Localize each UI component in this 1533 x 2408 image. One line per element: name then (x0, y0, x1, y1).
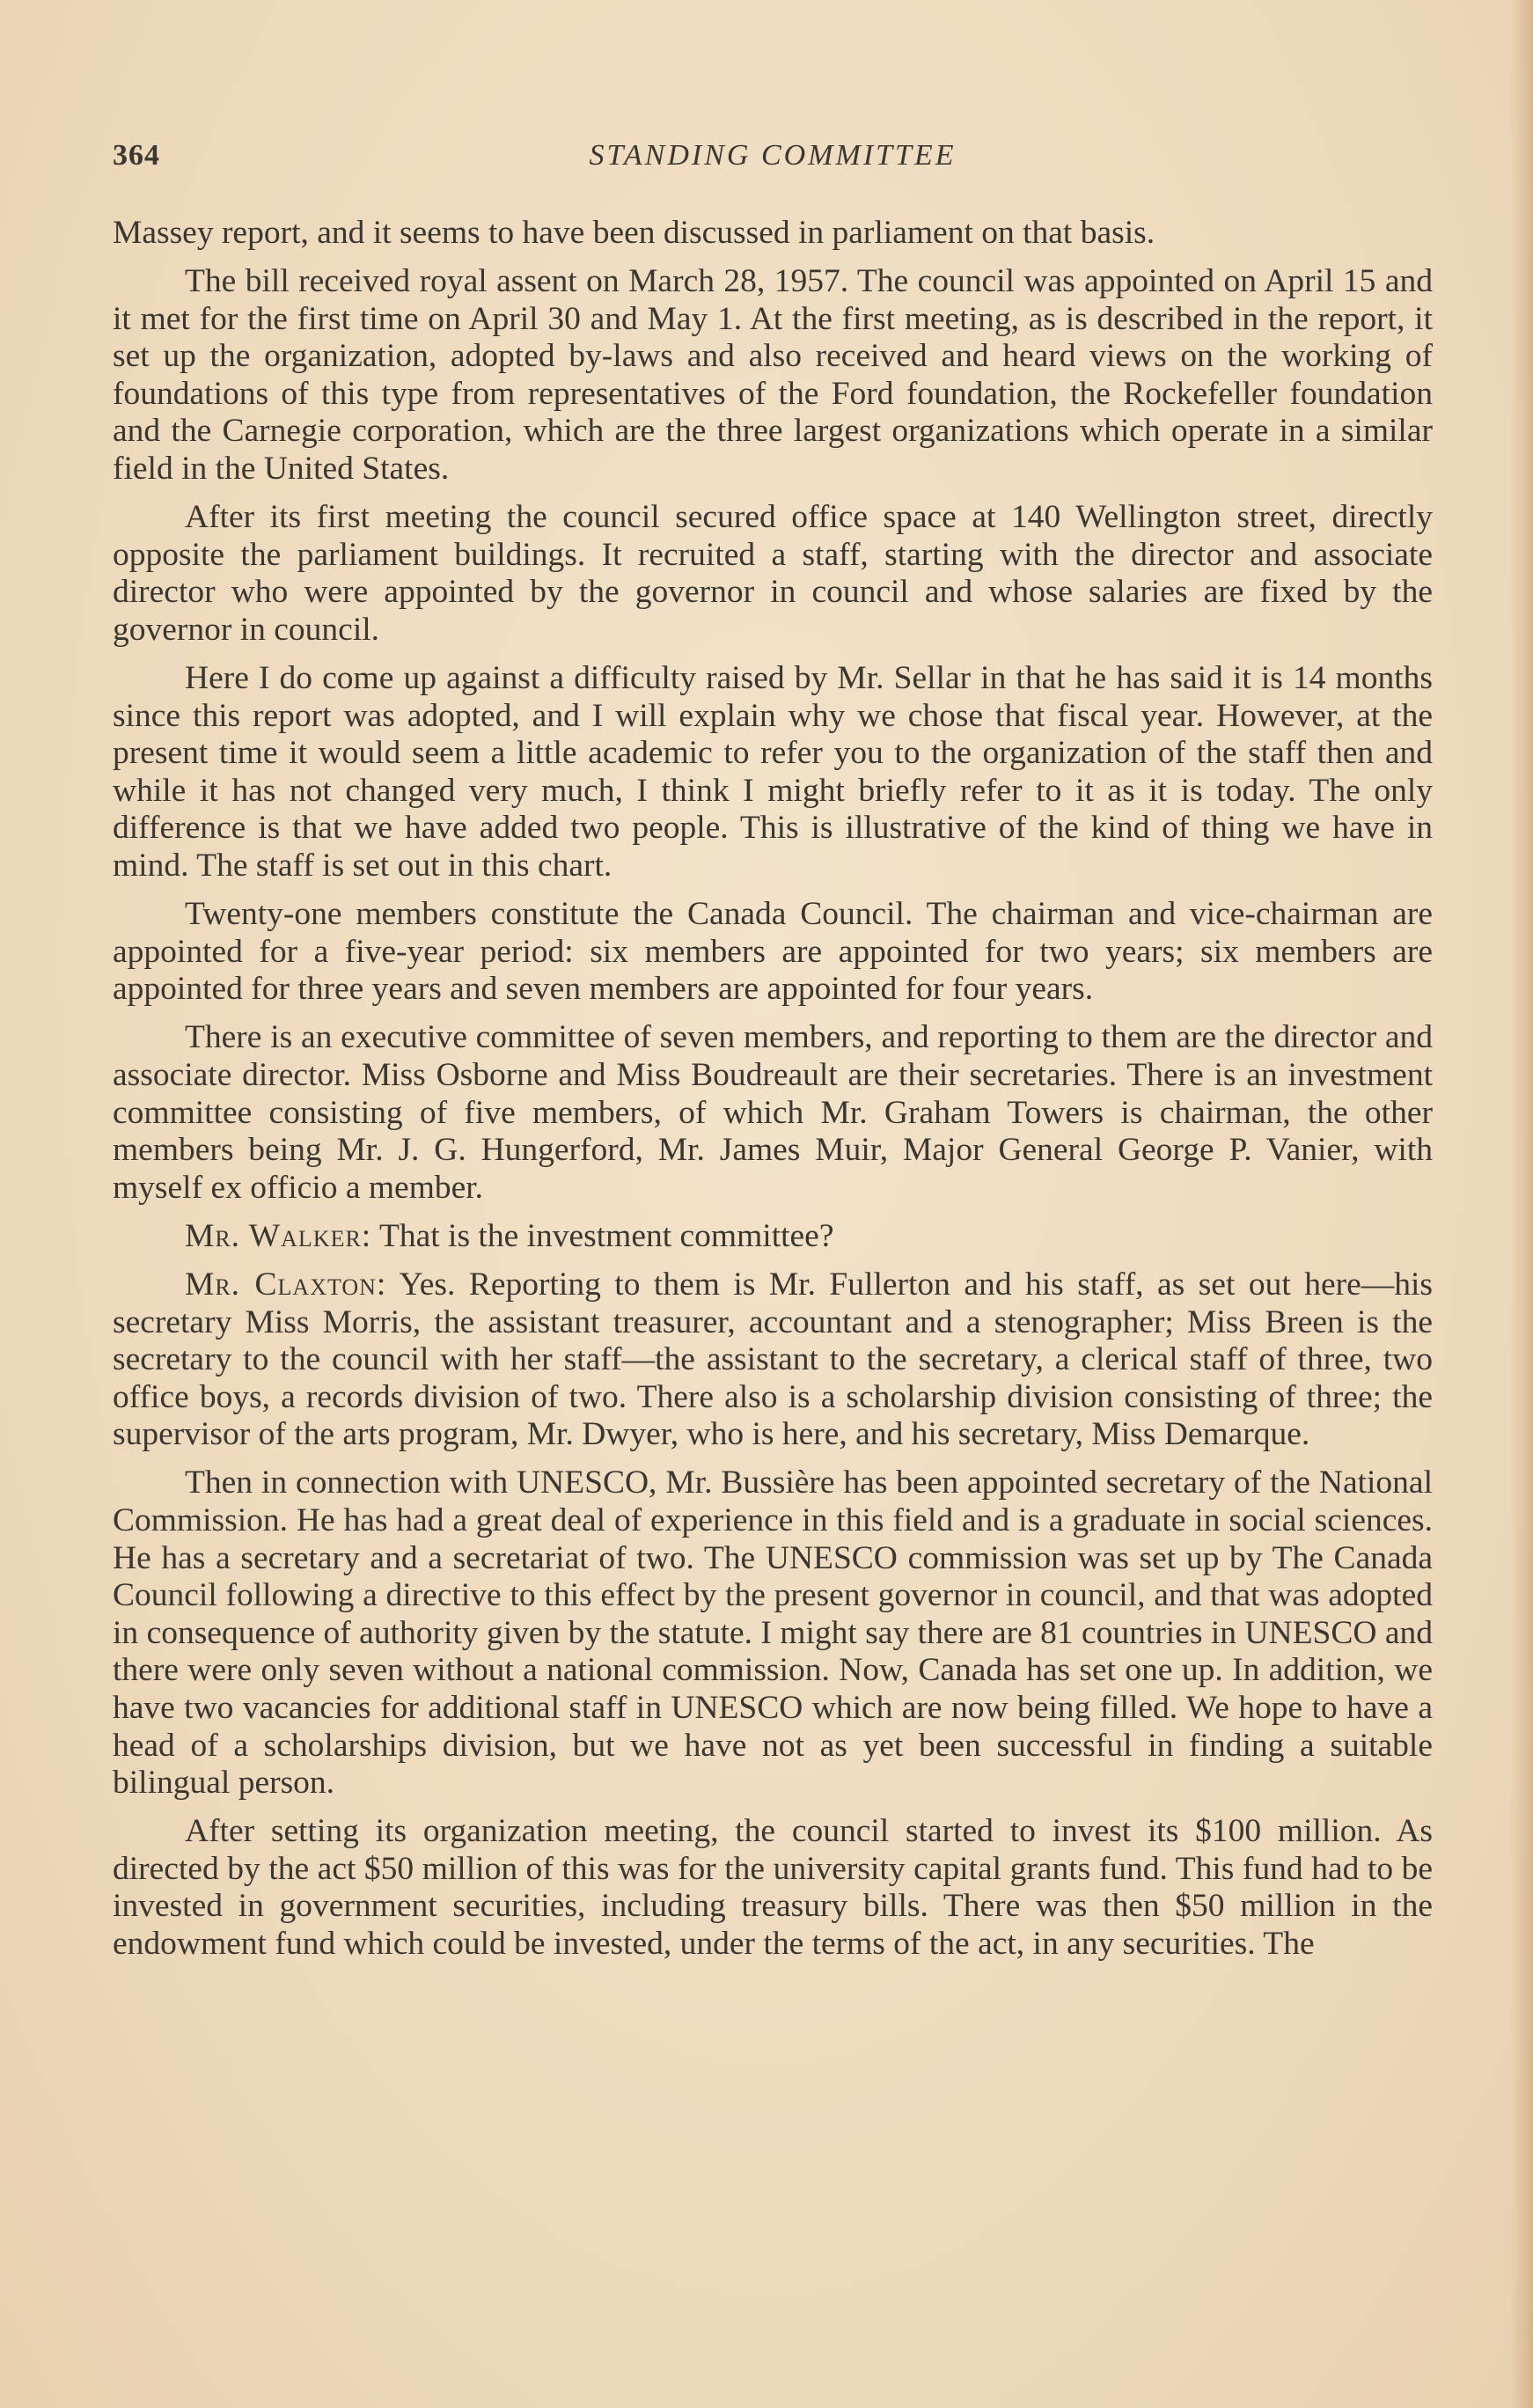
speaker-name: Mr. Walker: (185, 1217, 372, 1254)
dialogue-paragraph (113, 1266, 1433, 1454)
paragraph (113, 499, 1433, 649)
speaker-name: Mr. Claxton: (185, 1266, 387, 1303)
paragraph-text: Twenty-one members constitute the Canada Council. The chairman and vice-chairman are appointed for a five-year period: six members are appointed for two years; six members are appointed for three years and seven members are appointed for four years. (113, 896, 1433, 1008)
paragraph-text: There is an executive committee of seven members, and reporting to them are the director and associate director. Miss Osborne and Miss Boudreault are their secretaries. There is an investment committee consisting of five members, of which Mr. Graham Towers is chairman, the other members being Mr. J. G. Hungerford, Mr. James Muir, Major General George P. Vanier, with myself ex officio a member. (113, 1019, 1433, 1206)
paragraph (113, 1813, 1433, 1963)
paragraph-text: Massey report, and it seems to have been discussed in parliament on that basis. (113, 215, 1155, 251)
paragraph (113, 660, 1433, 885)
paragraph (113, 263, 1433, 488)
paragraph (113, 1465, 1433, 1802)
paragraph (113, 896, 1433, 1009)
paragraph-text: After its first meeting the council secured office space at 140 Wellington street, directly opposite the parliament buildings. It recruited a staff, starting with the director and associate director who were appointed by the governor in council and whose salaries are fixed by the governor in council. (113, 499, 1433, 648)
running-title: STANDING COMMITTEE (589, 139, 957, 172)
paragraph-text: Then in connection with UNESCO, Mr. Bussière has been appointed secretary of the National Commission. He has had a great deal of experience in this field and is a graduate in social sciences. He has a secretary and a secretariat of two. The UNESCO commission was set up by The Canada Council following a directive to this effect by the present governor in council, and that was adopted in consequence of authority given by the statute. I might say there are 81 countries in UNESCO and there were only seven without a national commission. Now, Canada has set one up. In addition, we have two vacancies for additional staff in UNESCO which are now being filled. We hope to have a head of a scholarships division, but we have not as yet been successful in finding a suitable bilingual person. (113, 1465, 1433, 1802)
body-text (113, 215, 1433, 1974)
page-number: 364 (113, 139, 160, 172)
page-edge-shadow (1510, 0, 1533, 2408)
paragraph-text: The bill received royal assent on March 28, 1957. The council was appointed on April 15 and it met for the first time on April 30 and May 1. At the first meeting, as is described in the report, it set up the organization, adopted by-laws and also received and heard views on the working of foundations of this type from representatives of the Ford foundation, the Rockefeller foundation and the Carnegie corporation, which are the three largest organizations which operate in a similar field in the United States. (113, 263, 1433, 488)
paragraph-text: Yes. Reporting to them is Mr. Fullerton and his staff, as set out here—his secretary Miss Morris, the assistant treasurer, accountant and a stenographer; Miss Breen is the secretary to the council with her staff—the assistant to the secretary, a clerical staff of three, two office boys, a records division of two. There also is a scholarship division consisting of three; the supervisor of the arts program, Mr. Dwyer, who is here, and his secretary, Miss Demarque. (113, 1266, 1434, 1453)
paragraph-text: Here I do come up against a difficulty raised by Mr. Sellar in that he has said it is 14 months since this report was adopted, and I will explain why we chose that fiscal year. However, at the present time it would seem a little academic to refer you to the organization of the staff then and while it has not changed very much, I think I might briefly refer to it as it is today. The only difference is that we have added two people. This is illustrative of the kind of thing we have in mind. The staff is set out in this chart. (113, 660, 1433, 884)
page-header (113, 139, 1433, 185)
paragraph (113, 1019, 1433, 1207)
dialogue-paragraph (113, 1218, 1433, 1256)
paragraph (113, 215, 1433, 253)
paragraph-text: That is the investment committee? (378, 1217, 834, 1254)
paragraph-text: After setting its organization meeting, the council started to invest its $100 million. As directed by the act $50 million of this was for the university capital grants fund. This fund had to be invested in government securities, including treasury bills. There was then $50 million in the endowment fund which could be invested, under the terms of the act, in any securities. The (113, 1813, 1433, 1963)
